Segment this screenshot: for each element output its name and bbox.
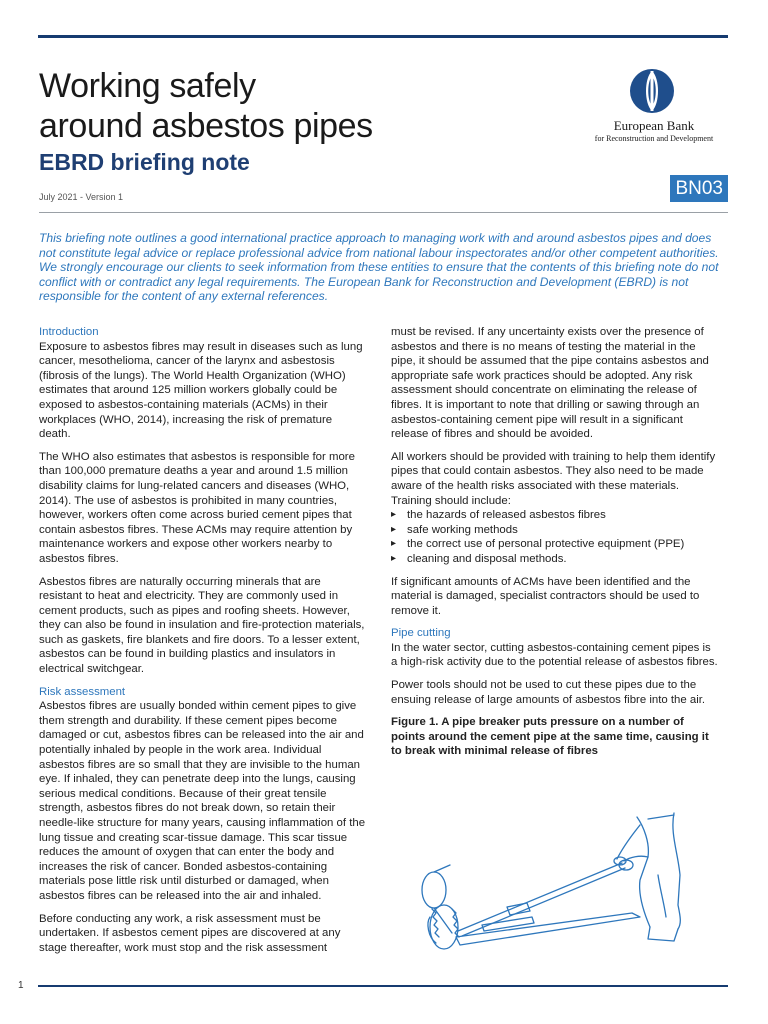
contractor-paragraph: If significant amounts of ACMs have been identified and the material is damaged, specialist contractors should be used to remove it. (391, 575, 700, 617)
risk-paragraph-2: Before conducting any work, a risk assessment must be undertaken. If asbestos cement pipes are discovered at any stage thereafter, work must stop and the risk assessment (39, 912, 341, 954)
pipe-breaker-illustration (412, 805, 722, 965)
left-column (39, 325, 366, 963)
page-number: 1 (18, 980, 24, 991)
intro-paragraph-3: Asbestos fibres are naturally occurring minerals that are resistant to heat and electricity. They are commonly used in cement products, such as pipes and roofing sheets. However, they can also be found in insulation and fire-protection materials, such as gaskets, fire blankets and fire doors. To a lesser extent, asbestos can be found in building plastics and insulators in electrical switchgear. (39, 575, 365, 676)
heading-introduction: Introduction (39, 326, 99, 338)
list-item: ▸ safe working methods (391, 523, 718, 538)
training-list (391, 508, 718, 566)
ebrd-logo (578, 66, 730, 146)
heading-pipe-cutting: Pipe cutting (391, 627, 451, 640)
intro-paragraph-2: The WHO also estimates that asbestos is responsible for more than 100,000 premature deaths a year and around 1.5 million disability claims for lung-related cancers and diseases (WHO, 2014). The use of asbestos is prohibited in many countries, however, workers often come across buried cement pipes that contain asbestos fibres. These ACMs may require attention by maintenance workers and expose other workers nearby to asbestos fibres. (39, 450, 355, 565)
intro-paragraph-1: Exposure to asbestos fibres may result in diseases such as lung cancer, mesothelioma, cancer of the larynx and asbestosis (fibrosis of the lungs). The World Health Organization (WHO) estimates that around 125 million workers globally could be exposed to asbestos-containing materials (ACMs) in their workplaces (WHO, 2014), increasing the risk of premature death. (39, 340, 363, 441)
risk-paragraph-continued: must be revised. If any uncertainty exists over the presence of asbestos and there is no means of testing the material in the pipe, it should be assumed that the pipe contains asbestos and appropriate safe work practices should be adopted. Any risk assessment should concentrate on eliminating the release of fibres. It is important to note that drilling or sawing through an asbestos-containing cement pipe will result in a significant release of fibres and should be avoided. (391, 326, 709, 441)
heading-risk-assessment: Risk assessment (39, 685, 126, 698)
training-paragraph: All workers should be provided with training to help them identify pipes that could contain asbestos. They also need to be made aware of the health risks associated with these materials. Training should include: (391, 450, 716, 507)
right-column (391, 325, 718, 767)
title-line-2: around asbestos pipes (39, 107, 373, 145)
figure-caption: Figure 1. A pipe breaker puts pressure on a number of points around the cement pipe at the same time, causing it to break with minimal release of fibres (391, 716, 709, 758)
pipe-cutting-paragraph-2: Power tools should not be used to cut these pipes due to the ensuing release of large amounts of asbestos fibre into the air. (391, 679, 706, 706)
bottom-rule (38, 985, 728, 987)
logo-name: European Bank (613, 118, 695, 133)
ebrd-logo-icon (629, 68, 675, 114)
disclaimer-paragraph: This briefing note outlines a good international practice approach to managing work with and around asbestos pipes and does not constitute legal advice or replace professional advice from national labour inspectorates and/or other competent authorities. We strongly encourage our clients to seek information from these entities to ensure that the contents of this briefing note do not conflict with or contradict any legal requirements. The European Bank for Reconstruction and Development (EBRD) is not responsible for the content of any external references. (39, 231, 719, 304)
list-item: ▸ the correct use of personal protective equipment (PPE) (391, 537, 718, 552)
page-title (39, 66, 373, 146)
list-item: ▸ cleaning and disposal methods. (391, 552, 718, 567)
title-line-1: Working safely (39, 67, 256, 105)
publication-date: July 2021 - Version 1 (39, 192, 124, 202)
pipe-cutting-paragraph-1: In the water sector, cutting asbestos-containing cement pipes is a high-risk activity due to the potential release of asbestos fibres. (391, 641, 718, 669)
risk-paragraph-1: Asbestos fibres are usually bonded within cement pipes to give them strength and durability. If these cement pipes become damaged or cut, asbestos fibres can be released into the air and potentially inhaled by people in the work area. Individual asbestos fibres are so small that they are invisible to the human eye. If inhaled, they can penetrate deep into the lungs, causing serious medical conditions. Because of their great tensile strength, asbestos fibres do not break down, so retain their needle-like structure for many years, causing inflammation of the lung tissue and creating scar-tissue damage. This scar tissue reduces the amount of oxygen that can enter the body and increases the risk of cancer. Bonded asbestos-containing materials pose little risk until disturbed or damaged, when asbestos fibres can be released into the air and inhaled. (39, 700, 366, 902)
page-subtitle: EBRD briefing note (39, 149, 250, 175)
header-divider (39, 212, 728, 213)
list-item: ▸ the hazards of released asbestos fibres (391, 508, 718, 523)
top-rule (38, 35, 728, 38)
logo-subtitle: for Reconstruction and Development (594, 134, 714, 143)
document-code-badge: BN03 (670, 175, 728, 202)
